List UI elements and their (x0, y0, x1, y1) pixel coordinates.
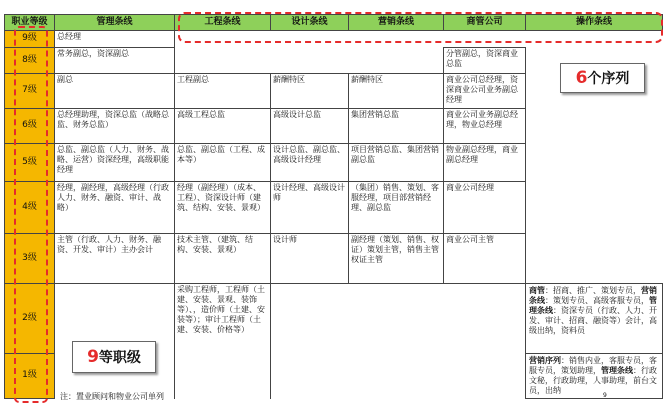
cell-l3-mgmt: 主管（行政、人力、财务、融资、开发、审计）主办会计 (55, 234, 175, 284)
cell-l7-marketing: 薪酬特区 (349, 74, 444, 109)
ops-label: 管理条线 (529, 296, 657, 315)
cell-l3-design: 设计师 (271, 234, 349, 284)
level-callout (72, 341, 156, 373)
header-mgmt: 管理条线 (55, 15, 175, 31)
cell-l4-design: 设计经理、高级设计师 (271, 182, 349, 234)
level-label: 7级 (5, 74, 55, 109)
level-label: 6级 (5, 109, 55, 144)
cell-l4-marketing: （集团）销售、策划、客服经理，项目部营销经理、副总监 (349, 182, 444, 234)
cell-l6-comm: 商业公司业务副总经理，物业总经理 (444, 109, 526, 144)
ops-text: ：资深专员（行政、人力、开发、审计、招商、融资等）会计，高级出纳，资料员 (529, 306, 657, 335)
ops-text: ：策划专员、高级客服专员， (545, 296, 649, 305)
cell-l5-marketing: 项目营销总监、集团营销副总监 (349, 144, 444, 182)
header-commercial: 商管公司 (444, 15, 526, 31)
level-label: 1级 (5, 354, 55, 399)
header-marketing: 营销条线 (349, 15, 444, 31)
level-label: 4级 (5, 182, 55, 234)
cell-l6-mgmt: 总经理助理，资深总监（战略总监、财务总监） (55, 109, 175, 144)
cell-l2-eng: 采购工程师，工程师（土建、安装、景观、装饰等）、，造价师（土建、安装等）；审计工程师（土建、安装、价格等） (175, 284, 271, 399)
cell-l7-design: 薪酬特区 (271, 74, 349, 109)
cell-l6-eng: 高级工程总监 (175, 109, 271, 144)
level-label: 8级 (5, 48, 55, 74)
header-level: 职业等级 (5, 15, 55, 31)
cell-empty (526, 182, 663, 234)
cell-l9-mgmt: 总经理 (55, 31, 175, 48)
cell-l5-comm: 物业副总经理，商业副总经理 (444, 144, 526, 182)
header-eng: 工程条线 (175, 15, 271, 31)
cell-empty (175, 48, 444, 74)
cell-l6-design: 高级设计总监 (271, 109, 349, 144)
cell-empty (526, 234, 663, 284)
ops-label: 营销序列 (529, 356, 561, 365)
ops-text: ：行政文秘，行政助理，人事助理，前台文员，出纳 (529, 366, 657, 395)
ops-label: 营销条线 (529, 286, 657, 305)
cell-empty (271, 354, 526, 399)
cell-l4-mgmt: 经理，副经理，高级经理（行政人力、财务、融资、审计、战略） (55, 182, 175, 234)
level-label: 5级 (5, 144, 55, 182)
ops-text: ：招商、推广、策划专员， (545, 286, 641, 295)
footnote: 注：置业顾问和物业公司单列 (60, 392, 164, 401)
cell-l6-marketing: 集团营销总监 (349, 109, 444, 144)
level-row-6 (5, 109, 663, 144)
cell-l3-marketing: 副经理（策划、销售、权证）策划主管，销售主管权证主管 (349, 234, 444, 284)
cell-l4-comm: 商业公司经理 (444, 182, 526, 234)
cell-l8-mgmt: 常务副总，资深副总 (55, 48, 175, 74)
sequence-highlight-frame (178, 12, 663, 43)
level-label: 3级 (5, 234, 55, 284)
cell-empty (526, 109, 663, 144)
cell-l3-eng: 技术主管、（建筑、结构、安装、景观） (175, 234, 271, 284)
cell-l7-mgmt: 副总 (55, 74, 175, 109)
sequence-callout (560, 63, 645, 93)
cell-l4-eng: 经理（副经理）（成本、工程）、资深设计师（建筑、结构、安装、景观） (175, 182, 271, 234)
cell-l5-eng: 总监、副总监（工程、成本等） (175, 144, 271, 182)
level-row-4 (5, 182, 663, 234)
level-label: 2级 (5, 284, 55, 354)
level-label: 9级 (5, 31, 55, 48)
level-text: 等职级 (98, 350, 141, 366)
ops-text: ：销售内业，客服专员，客服专员，策划助理， (529, 356, 657, 375)
cell-l7-comm: 商业公司总经理，资深商业公司业务副总经理 (444, 74, 526, 109)
cell-l2-ops (526, 284, 663, 354)
header-ops: 操作条线 (526, 15, 663, 31)
level-row-3 (5, 234, 663, 284)
level-row-5 (5, 144, 663, 182)
cell-l5-mgmt: 总监、副总监（人力、财务、战略、运营）资深经理，高级职能经理 (55, 144, 175, 182)
cell-l3-comm: 商业公司主管 (444, 234, 526, 284)
sequence-count: 6 (575, 68, 588, 88)
ops-label: 管理条线 (601, 366, 633, 375)
header-design: 设计条线 (271, 15, 349, 31)
cell-l8-comm: 分管副总，资深商业总监 (444, 48, 526, 74)
cell-l7-eng: 工程副总 (175, 74, 271, 109)
cell-l5-design: 设计总监、副总监、高级设计经理 (271, 144, 349, 182)
cell-empty (271, 284, 526, 354)
cell-empty (526, 144, 663, 182)
level-count: 9 (87, 347, 99, 367)
sequence-text: 个序列 (587, 71, 630, 87)
ops-label: 商管 (529, 286, 545, 295)
cell-l1-ops (526, 354, 663, 399)
page-number: 9 (603, 392, 607, 399)
level-highlight-frame (14, 26, 48, 403)
